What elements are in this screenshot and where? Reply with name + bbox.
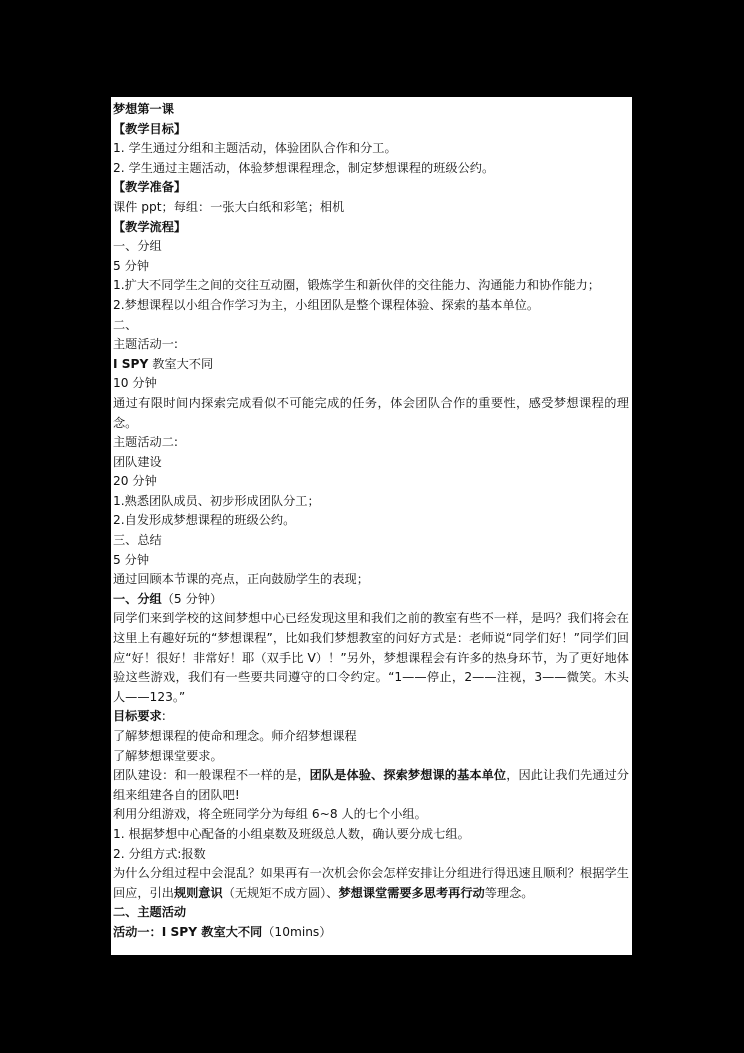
section-1-question xyxy=(113,864,629,903)
activity-1-time: （10mins） xyxy=(262,924,332,939)
flow-activity-2-time: 20 分钟 xyxy=(113,474,157,489)
flow-step-3-desc: 通过回顾本节课的亮点，正向鼓励学生的表现； xyxy=(113,572,369,587)
team-text-b: 团队是体验、探索梦想课的基本单位 xyxy=(309,768,507,783)
section-1-team-building xyxy=(113,766,629,805)
team-text-a: 团队建设：和一般课程不一样的是， xyxy=(113,768,310,783)
section-1-heading xyxy=(113,590,629,610)
flow-step-1-point-1: 1.扩大不同学生之间的交往互动圈，锻炼学生和新伙伴的交往能力、沟通能力和协作能力； xyxy=(113,278,600,293)
goal-item-1: 1. 学生通过分组和主题活动，体验团队合作和分工。 xyxy=(113,141,397,156)
flow-step-1-point-2: 2.梦想课程以小组合作学习为主，小组团队是整个课程体验、探索的基本单位。 xyxy=(113,297,540,312)
heading-teaching-flow: 【教学流程】 xyxy=(113,219,187,234)
activity-1-heading xyxy=(113,923,629,943)
section-1-intro: 同学们来到学校的这间梦想中心已经发现这里和我们之前的教室有些不一样，是吗？我们将会在这里上有趣好玩的“梦想课程”，比如我们梦想教室的问好方式是：老师说“同学们好！”同学们回应“好！很好！非常好！耶（双手比 V）！”另外，梦想课程会有许多的热身环节，为了更好地体验这些游戏，我们有一些要共同遵守的口令约定。“1——停止，2——注视，3——微笑。木头人——123。” xyxy=(113,611,629,704)
activity-1-name-cn: 教室大不同 xyxy=(148,356,214,371)
section-1-goal-label: 目标要求 xyxy=(113,709,162,724)
flow-activity-2-point-2: 2.自发形成梦想课程的班级公约。 xyxy=(113,513,296,528)
goal-item-2: 2. 学生通过主题活动，体验梦想课程理念，制定梦想课程的班级公约。 xyxy=(113,160,495,175)
flow-activity-1-time: 10 分钟 xyxy=(113,376,157,391)
section-2-title: 二、主题活动 xyxy=(113,905,187,920)
section-1-time: （5 分钟） xyxy=(161,591,223,606)
document-body xyxy=(113,100,629,943)
flow-activity-1-desc: 通过有限时间内探索完成看似不可能完成的任务，体会团队合作的重要性，感受梦想课程的理念。 xyxy=(113,395,629,430)
section-1-goal-1: 了解梦想课程的使命和理念。师介绍梦想课程 xyxy=(113,729,357,743)
flow-step-3-time: 5 分钟 xyxy=(113,552,150,567)
activity-1-title: 活动一：I SPY 教室大不同 xyxy=(113,924,263,939)
section-1-goal-heading xyxy=(113,707,629,727)
flow-activity-1-label: 主题活动一: xyxy=(113,337,179,352)
question-text-b: 规则意识 xyxy=(173,885,223,900)
question-text-e: 等理念。 xyxy=(484,885,534,900)
section-1-group-game: 利用分组游戏，将全班同学分为每组 6~8 人的七个小组。 xyxy=(113,807,427,822)
question-text-d: 梦想课堂需要多思考再行动 xyxy=(338,885,485,900)
section-1-step-2: 2. 分组方式:报数 xyxy=(113,846,206,861)
lesson-title: 梦想第一课 xyxy=(113,102,174,116)
activity-1-name-en: I SPY xyxy=(113,356,149,371)
section-1-goal-2: 了解梦想课堂要求。 xyxy=(113,748,223,763)
flow-activity-1-name xyxy=(113,355,629,375)
heading-teaching-prep: 【教学准备】 xyxy=(113,180,187,195)
flow-activity-2-point-1: 1.熟悉团队成员、初步形成团队分工； xyxy=(113,493,320,508)
section-1-goal-colon: : xyxy=(161,709,166,724)
section-1-title: 一、分组 xyxy=(113,591,162,606)
flow-step-1-time: 5 分钟 xyxy=(113,258,150,273)
team-text-c: ，因此让我们先通过分组来组建各自的团队吧! xyxy=(113,768,629,802)
flow-activity-2-name: 团队建设 xyxy=(113,454,162,469)
flow-step-2: 二、 xyxy=(113,317,138,332)
question-text-a: 为什么分组过程中会混乱？如果再有一次机会你会怎样安排让分组进行得迅速且顺利？根据学生回应，引出 xyxy=(113,866,629,900)
document-page xyxy=(111,97,632,955)
heading-teaching-goals: 【教学目标】 xyxy=(113,121,187,136)
question-text-c: （无规矩不成方圆）、 xyxy=(222,885,339,900)
flow-step-1: 一、分组 xyxy=(113,239,162,254)
flow-step-3: 三、总结 xyxy=(113,533,162,548)
flow-activity-2-label: 主题活动二: xyxy=(113,435,179,450)
section-1-step-1: 1. 根据梦想中心配备的小组桌数及班级总人数，确认要分成七组。 xyxy=(113,826,470,841)
prep-text: 课件 ppt；每组：一张大白纸和彩笔；相机 xyxy=(113,199,345,214)
